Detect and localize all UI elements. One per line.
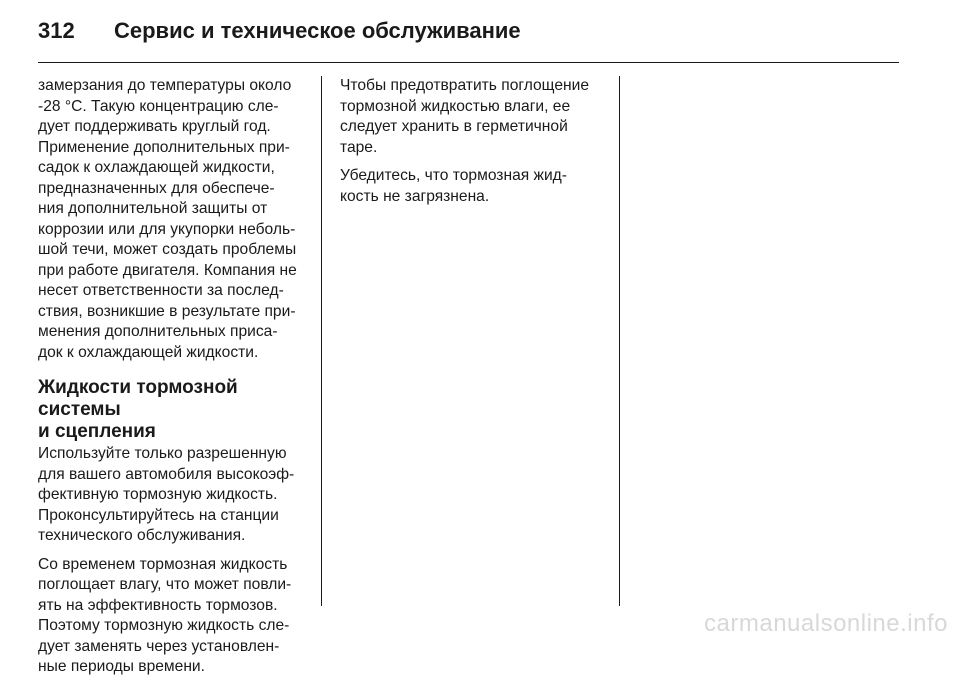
page-number: 312 [38, 18, 75, 43]
watermark: carmanualsonline.info [704, 610, 948, 637]
middle-text-column [340, 76, 612, 215]
column-divider [619, 76, 620, 606]
approved-fluid-paragraph: Используйте только разрешенную для вашего автомобиля высокоэф- фективную тормозную жидкость. Проконсультируйтесь на станции технического обслуживания. [38, 445, 295, 544]
section-heading-brake-fluid: Жидкости тормозной системы и сцепления [38, 377, 238, 442]
storage-paragraph: Чтобы предотвратить поглощение тормозной жидкостью влаги, ее следует хранить в герметичной таре. [340, 77, 589, 156]
page-header [38, 18, 521, 48]
page-title: Сервис и техническое обслуживание [114, 18, 521, 43]
header-divider [38, 62, 899, 63]
contamination-paragraph: Убедитесь, что тормозная жид- кость не загрязнена. [340, 167, 567, 205]
left-text-column [38, 76, 310, 686]
column-divider [321, 76, 322, 606]
coolant-additives-paragraph: замерзания до температуры около -28 °C. Такую концентрацию сле- дует поддерживать круглый год. Применение дополнительных при- садок к охлаждающей жидкости, предназначенных для обеспече- ния дополнительной защиты от коррозии или для укупорки неболь- шой течи, может создать проблемы при работе двигателя. Компания не несет ответственности за послед- ствия, возникшие в результате при- менения дополнительных приса- док к охлаждающей жидкости. [38, 77, 297, 361]
moisture-absorption-paragraph: Со временем тормозная жидкость поглощает влагу, что может повли- ять на эффективность тормозов. Поэтому тормозную жидкость сле- дует заменять через установлен- ные периоды времени. [38, 555, 292, 675]
